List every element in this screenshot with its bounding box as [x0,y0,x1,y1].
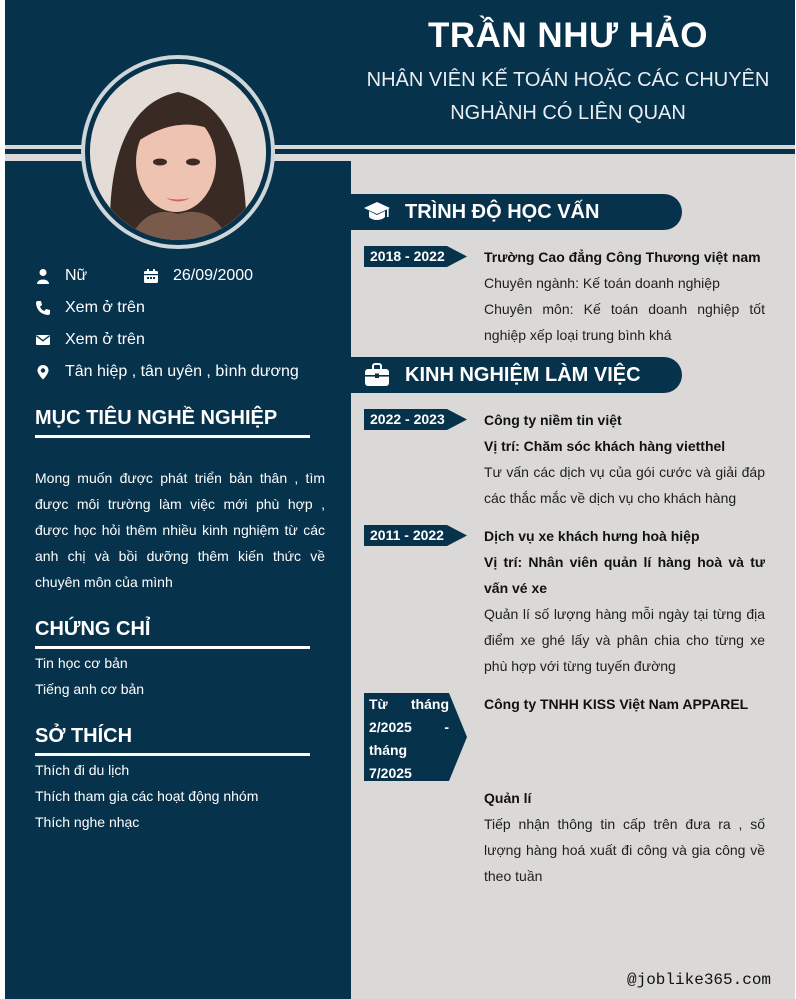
education-date-tag [364,246,467,267]
education-heading: TRÌNH ĐỘ HỌC VẤN [405,200,600,223]
avatar [90,64,266,240]
certificates-heading: CHỨNG CHỈ [35,618,310,649]
gender-value: Nữ [65,267,88,284]
email-row [35,331,145,349]
list-item: Tiếng anh cơ bản [35,681,145,697]
education-detail: Chuyên môn: Kế toán doanh nghiệp tốt nghiệp xếp loại trung bình khá [484,301,765,343]
briefcase-icon [363,361,391,389]
candidate-name: TRẦN NHƯ HẢO [427,16,709,55]
objective-heading: MỤC TIÊU NGHỀ NGHIỆP [35,407,310,438]
experience-band [351,357,682,393]
experience-entry-detail [484,785,765,889]
experience-entry [484,691,765,717]
avatar-frame [81,55,275,249]
hobbies-list [35,757,325,835]
school-name: Trường Cao đẳng Công Thương việt nam [484,249,761,265]
resume-page [5,0,795,999]
experience-date-tag [364,409,467,430]
objective-text: Mong muốn được phát triển bản thân , tìm được môi trường làm việc mới phù hợp , được học hỏi thêm nhiều kinh nghiệm từ các anh chị và bồi dưỡng thêm kiến thức về chuyên môn của mình [35,470,325,590]
birthday-value: 26/09/2000 [173,267,254,284]
list-item: Tin học cơ bản [35,655,128,671]
birthday-row [143,267,253,285]
experience-heading: KINH NGHIỆM LÀM VIỆC [405,363,641,386]
company-name: Công ty niềm tin việt [484,412,622,428]
job-position: Quản lí [484,790,532,806]
education-entry [484,244,765,348]
list-item: Thích đi du lịch [35,762,130,778]
address-row [35,363,299,381]
company-name: Dịch vụ xe khách hưng hoà hiệp [484,528,700,544]
job-description: Tư vấn các dịch vụ của gói cước và giải đáp các thắc mắc về dịch vụ cho khách hàng [484,464,765,506]
job-position: Vị trí: Nhân viên quản lí hàng hoà và tư vấn vé xe [484,554,765,596]
list-item: Thích tham gia các hoạt động nhóm [35,788,259,804]
company-name: Công ty TNHH KISS Việt Nam APPAREL [484,696,749,712]
job-description: Quản lí số lượng hàng mỗi ngày tại từng địa điểm xe ghé lấy và phân chia cho từng xe phù hợp với từng tuyến đường [484,606,765,674]
phone-value: Xem ở trên [65,299,145,316]
phone-row [35,299,145,317]
experience-date-tag [364,525,467,546]
footer-site: @joblike365.com [627,971,772,989]
mail-icon [35,332,51,348]
education-major: Chuyên ngành: Kế toán doanh nghiệp [484,275,720,291]
address-value: Tân hiệp , tân uyên , bình dương [65,363,299,380]
location-icon [35,364,51,380]
experience-entry [484,523,765,679]
user-icon [35,268,51,284]
email-value: Xem ở trên [65,331,145,348]
list-item: Thích nghe nhạc [35,814,140,830]
graduation-cap-icon [363,198,391,226]
experience-period: 2011 - 2022 [370,527,444,543]
education-period: 2018 - 2022 [370,248,445,264]
experience-date-tag [364,693,467,781]
certificates-list [35,650,325,702]
experience-entry [484,407,765,511]
job-description: Tiếp nhận thông tin cấp trên đưa ra , số lượng hàng hoá xuất đi công và gia công về theo tuần [484,816,765,884]
gender-row [35,267,87,285]
job-position: Vị trí: Chăm sóc khách hàng vietthel [484,438,726,454]
experience-period: Từ tháng 2/2025 - tháng 7/2025 [369,696,449,781]
phone-icon [35,300,51,316]
calendar-icon [143,268,159,284]
education-band [351,194,682,230]
hobbies-heading: SỞ THÍCH [35,725,310,756]
job-title: NHÂN VIÊN KẾ TOÁN HOẶC CÁC CHUYÊN NGHÀNH CÓ LIÊN QUAN [366,69,770,124]
experience-period: 2022 - 2023 [370,411,445,427]
